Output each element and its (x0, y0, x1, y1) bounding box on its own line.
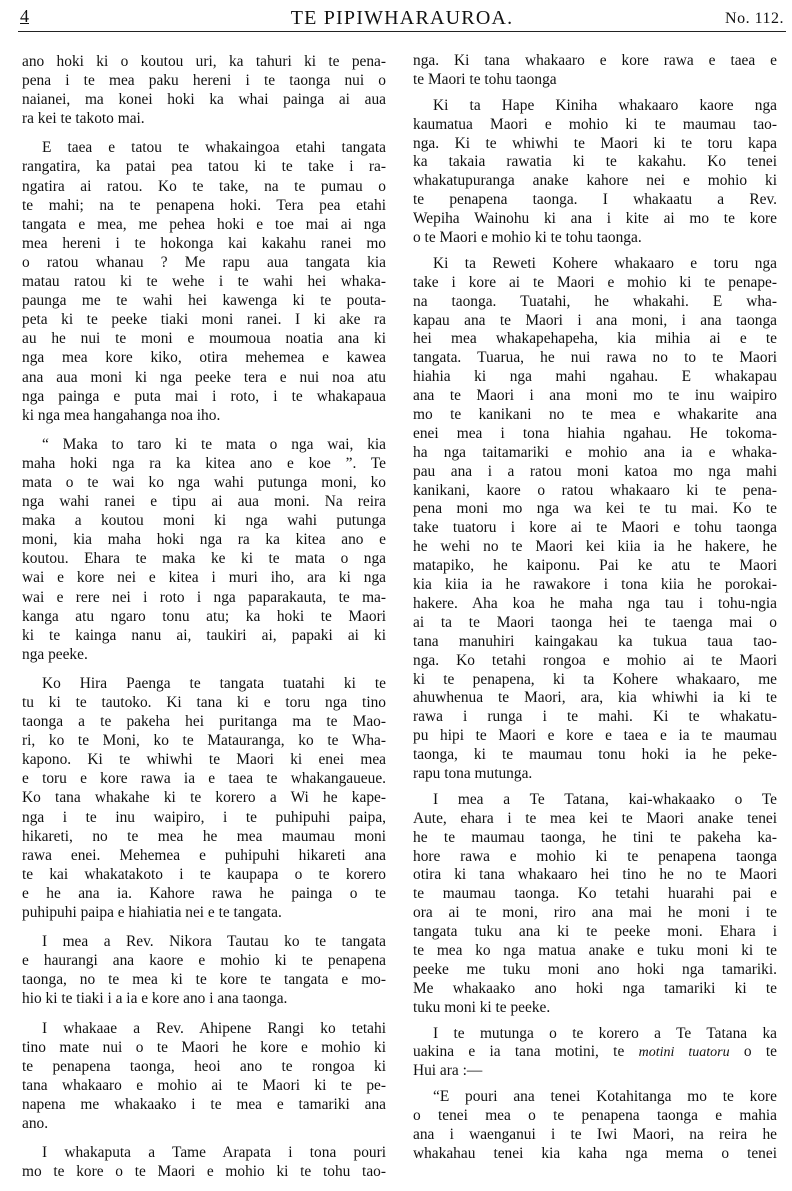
text-line: nga painga e puta mai i roto, i te whakapaua (22, 387, 386, 405)
text-line: ora ai te moni, riro ana mai he moni i te (413, 904, 777, 922)
paragraph (22, 1143, 386, 1181)
text-line: Ki ta Hape Kiniha whakaaro kaore nga (433, 96, 777, 114)
text-line: ra kei te takoto mai. (22, 110, 145, 128)
text-line: hio ki te tiaki i a ia e kore ano i ana taonga. (22, 990, 288, 1008)
text-line: maha hoki nga ra ka kitea ano e koe ”. Te (22, 454, 386, 472)
text-line: e haurangi ana kaore e mohio ki te penapena (22, 952, 386, 970)
text-line: o ratou whanau ? Me rapu aua tangata kia (22, 253, 386, 271)
text-line: o te Maori e mohio ki te tohu taonga. (413, 229, 642, 247)
text-line: kapau ana te Maori i ana moni, i ana taonga (413, 311, 777, 329)
text-line: te maumau taonga. Ko tetahi huarahi pai e (413, 885, 777, 903)
text-line: Ko tana whakahe ki te korero a Wi he kape- (22, 789, 386, 807)
text-line: take i kore ai te Maori e mohio ki te penape- (413, 273, 777, 291)
text-line: pau ana i a ratou moni katoa mo nga mahi (413, 462, 777, 480)
text-line: nga. Ki tana whakaaro e kore rawa e taea e (413, 52, 777, 69)
italic-text: motini tuatoru (638, 1045, 730, 1061)
text-line: e he ana ia. Kahore rawa he painga o te (22, 884, 386, 902)
text-line: hei mea whakapehapeha, kia mihia ai e te (413, 330, 777, 348)
text-line: taonga, ki te maumau tonu hoki ia he peke- (413, 746, 777, 764)
paragraph (413, 97, 777, 248)
article-column-left (22, 52, 386, 1191)
text-line: ano hoki ki o koutou uri, ka tahuri ki te pena- (22, 53, 386, 70)
text-line: e toru e kore rawa ia e taea te whakangaueue. (22, 770, 386, 788)
paragraph (22, 1019, 386, 1134)
text-line: koutou. Ehara te maka ke ki te mata o nga (22, 550, 386, 568)
text-line: wai e kore nei e kitea i muri iho, ara ki nga (22, 569, 386, 587)
text-line: otira ki tana whakaaro hei tino he no te Maori (413, 866, 777, 884)
text-line: wai e rere nei i roto i nga paparakauta, te ma- (22, 588, 386, 606)
text-line: I te mutunga o te korero a Te Tatana ka (433, 1024, 777, 1042)
paragraph (22, 674, 386, 922)
text-line: ai ta te Maori taonga hei te taenga mai o (413, 613, 777, 631)
text-line: Hui ara :— (413, 1062, 483, 1080)
paragraph (413, 1025, 777, 1082)
text-line: kaumatua Maori e mohio ki te maumau tao- (413, 115, 777, 133)
text-line: ka takaia rawatia ki te kakahu. Ko tenei (413, 153, 777, 171)
text-line: tana manuhiri kaingakau ka tukua taua tao- (413, 632, 777, 650)
text-line: hore rawa e mohio ki te penapena taonga (413, 847, 777, 865)
text-line: mo te kanikani no te mea e whakarite ana (413, 406, 777, 424)
text-line: “E pouri ana tenei Kotahitanga mo te kore (433, 1088, 777, 1106)
text-line: tana whakaaro e mohio ai te Maori ki te pe- (22, 1076, 386, 1094)
text-line: pena moni mo nga wa kei te tu mai. Ko te (413, 500, 777, 518)
text-line: ana i waenganui i te Iwi Maori, na reira he (413, 1125, 777, 1143)
text-line: kia kiia ia he rawakore i tona kiia he porokai- (413, 576, 777, 594)
text-line: tangata e mea, me pehea hoki e toe mai ai nga (22, 215, 386, 233)
text-line: kanga atu ngaro tonu atu; ka hoki te Maori (22, 607, 386, 625)
text-line: mea hereni i te hokonga kai kakahu ranei mo (22, 234, 386, 252)
text-line: te penapena taonga, heoi ano te rongoa ki (22, 1057, 386, 1075)
text-line: rawa i runga i te mahi. Ki te whakatu- (413, 708, 777, 726)
text-line: Aute, ehara i te mea kei te Maori anake tenei (413, 809, 777, 827)
text-line: rangatira, ka patai pea tatou ki te take i ra- (22, 158, 386, 176)
text-line: I whakaae a Rev. Ahipene Rangi ko tetahi (42, 1019, 386, 1037)
text-line: hikareti, no te mea he mea maumau moni (22, 827, 386, 845)
text-line: I whakaputa a Tame Arapata i tona pouri (42, 1144, 386, 1162)
text-line: tuku moni ki te peeke. (413, 998, 551, 1016)
text-line: peta ki te peeke tiaki moni ranei. I ki ake ra (22, 311, 386, 329)
newspaper-title: TE PIPIWHARAUROA. (290, 7, 514, 29)
page-header (18, 4, 786, 32)
text-line: te penapena taonga. I whakaatu a Rev. (413, 191, 777, 209)
text-line: au he nui te moni e moumoua noatia ana ki (22, 330, 386, 348)
text-line: ha nga taitamariki e mohio ana ia e whaka- (413, 443, 777, 461)
text-segment: uakina e ia tana motini, te (413, 1043, 639, 1061)
text-line: ri, ko te Moni, ko te Matauranga, ko te Wha- (22, 732, 386, 750)
text-line: I mea a Te Tatana, kai-whakaako o Te (433, 790, 777, 808)
text-line: ana aua moni ki nga peeke tera e nui noa atu (22, 368, 386, 386)
text-line: taonga a te pakeha hei puritanga ma te Mao- (22, 713, 386, 731)
text-line: E taea e tatou te whakaingoa etahi tangata (42, 139, 386, 157)
text-line: matapiko, he kaiponu. Pai ke atu te Maori (413, 557, 777, 575)
text-line: rapu tona mutunga. (413, 764, 533, 782)
text-line: tangata. Tuarua, he nui rawa no to te Maori (413, 349, 777, 367)
text-line: nga wahi ranei e tipu ai aua moni. Na reira (22, 493, 386, 511)
paragraph (22, 932, 386, 1008)
header-rule (18, 31, 786, 32)
text-line: puhipuhi paipa e hiahiatia nei e te tangata. (22, 904, 282, 922)
paragraph (413, 255, 777, 784)
paragraph (22, 52, 386, 128)
text-line: nga. Ki te whiwhi te Maori ki te toru kapa (413, 134, 777, 152)
text-line: nga. Ko tetahi rongoa e mohio ai te Maori (413, 651, 777, 669)
text-line: tu ki te tautoko. Ki tana ki e toru nga tino (22, 694, 386, 711)
text-line: whakatupuranga anake kahore nei e mohio ki (413, 172, 777, 190)
text-line: taonga, no te mea ki te kore te tangata e mo- (22, 971, 386, 989)
text-line: take tuatoru i kore ai te Maori e tohu taonga (413, 519, 777, 537)
page-number: 4 (20, 6, 29, 26)
text-line: ngatira ai ratou. Ko te take, na te pumau o (22, 177, 386, 195)
paragraph (413, 1088, 777, 1164)
text-line: matau ratou ki te wehe i te wahi hei whaka- (22, 273, 386, 291)
text-line: maka a koutou moni ki nga wahi putunga (22, 512, 386, 530)
text-line: te mahi; na te penapena hoki. Tera pea etahi (22, 196, 386, 214)
text-line: mo te kore o te Maori e mohio ki te tohu tao- (22, 1163, 386, 1181)
text-line: nga peeke. (22, 645, 88, 663)
text-line: te kai whakatakoto i te kaupapa o te korero (22, 865, 386, 883)
text-line: mata o te wai ko nga wahi putunga moni, ko (22, 473, 386, 491)
paragraph (413, 791, 777, 1018)
text-line: o tenei mea o te penapena taonga e mahia (413, 1107, 777, 1125)
text-line: tangata tuku ana ki te peeke moni. Ehara i (413, 923, 777, 941)
text-line: ana te Maori i ana moni mo te inu waipiro (413, 387, 777, 405)
article-column-right (413, 52, 777, 1171)
text-line: naianei, ma konei hoki ka whai painga ai aua (22, 91, 386, 109)
text-line: ki nga mea hangahanga noa iho. (22, 406, 221, 424)
text-line: Ki ta Reweti Kohere whakaaro e toru nga (433, 254, 777, 272)
paragraph (22, 138, 386, 424)
text-line: Ko Hira Paenga te tangata tuatahi ki te (42, 674, 386, 692)
text-segment: o te (729, 1043, 777, 1061)
text-line: enei mea i tona hiahia ngahau. He tokoma- (413, 424, 777, 442)
text-line: tino mate nui o te Maori he kore e mohio ki (22, 1038, 386, 1056)
text-line: I mea a Rev. Nikora Tautau ko te tangata (42, 933, 386, 951)
text-line: te Maori te tohu taonga (413, 70, 557, 88)
text-line: “ Maka to taro ki te mata o nga wai, kia (42, 435, 386, 453)
text-line: te mea ko nga matua anake e tuku moni ki te (413, 941, 777, 959)
paragraph (22, 435, 386, 664)
text-line: kapono. Ki te whiwhi te Maori ki enei mea (22, 751, 386, 769)
text-line: ki te kainga nanu ai, taukiri ai, papaki ai ki (22, 626, 386, 644)
issue-number: No. 112. (725, 10, 784, 27)
text-line: ahuwhenua te Maori, ara, kia whiwhi ia ki te (413, 689, 777, 707)
text-line: he wehi no te Maori kei kiia ia he hakere, he (413, 538, 777, 556)
paragraph (413, 52, 777, 90)
text-line: whakahau tenei kia kaha nga mema o tenei (413, 1144, 777, 1162)
text-line: Me whakaako ano hoki nga tamariki ki te (413, 979, 777, 997)
text-line: Wepiha Wainohu ki ana i kite ai mo te kore (413, 210, 777, 228)
text-line: kanikani, kaore o ratou whakaaro ki te pena- (413, 481, 777, 499)
text-line: napena me whakaako i te mea e tamariki ana (22, 1095, 386, 1113)
text-line: nga mea kore kiko, otira mehemea e kawea (22, 349, 386, 367)
text-line: pena i te mea paku hereni i te taonga nui o (22, 72, 386, 90)
text-line: peeke me tuku moni ano hoki nga tamariki. (413, 960, 777, 978)
text-line: rawa enei. Mehemea e puhipuhi hikareti ana (22, 846, 386, 864)
text-line: paunga me te wahi hei kawenga ki te pouta- (22, 292, 386, 310)
text-line: hakere. Aha koa he maha nga tau i tohu-ngia (413, 594, 777, 612)
text-line: ki te penapena, ki ta Kohere whakaaro, me (413, 670, 777, 688)
text-line: nga i te inu waipiro, i te puhipuhi paipa, (22, 808, 386, 826)
text-line: moni, kia maha hoki nga ra ka kitea ano e (22, 531, 386, 549)
text-line: ano. (22, 1114, 49, 1132)
text-line: na taonga. Tuatahi, he whakahi. E wha- (413, 292, 777, 310)
text-line: pu hipi te Maori e kore e taea e ia te maumau (413, 727, 777, 745)
text-line: hiahia ki nga mahi ngahau. E whakapau (413, 368, 777, 386)
text-line: he te maumau taonga, he tini te pakeha ka- (413, 828, 777, 846)
text-line (413, 1043, 777, 1062)
